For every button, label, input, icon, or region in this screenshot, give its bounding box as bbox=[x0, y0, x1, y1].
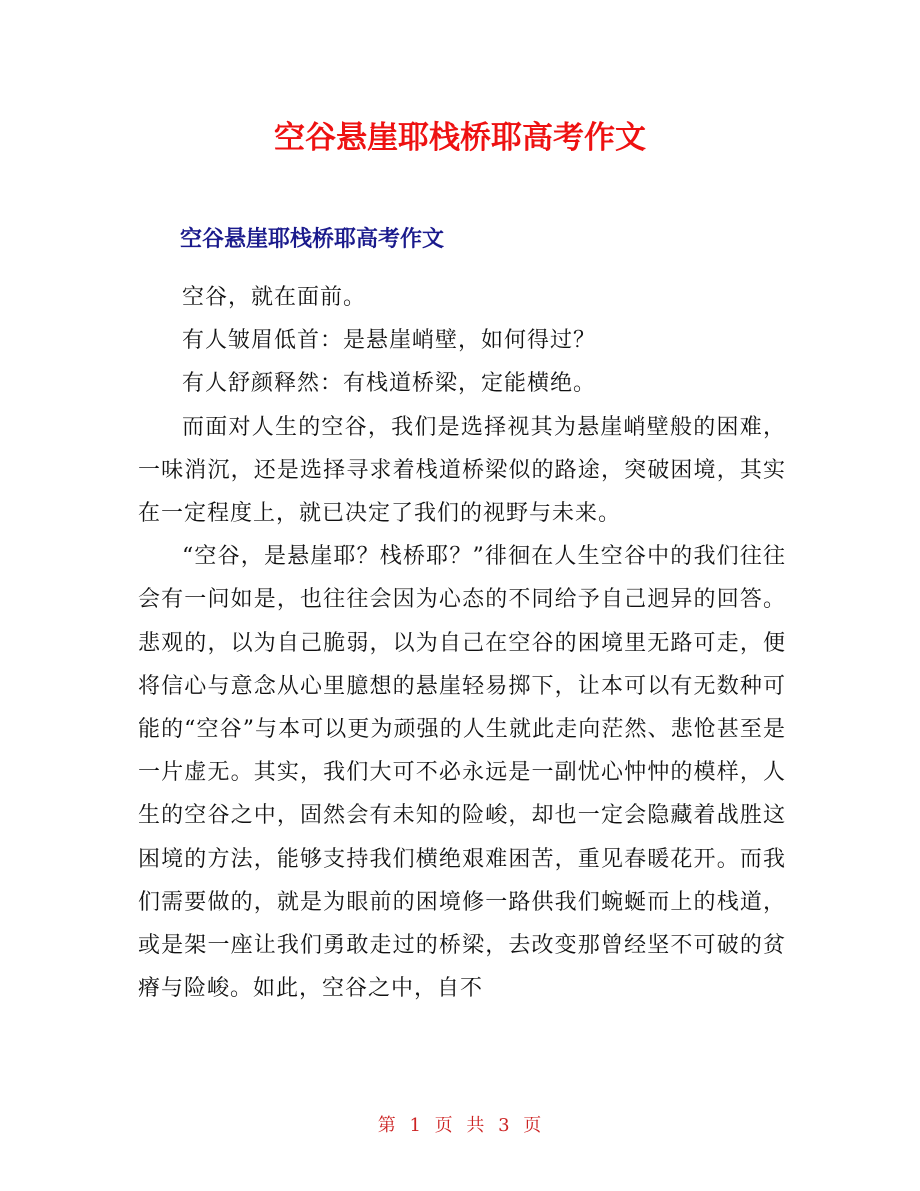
article-body bbox=[138, 276, 786, 1010]
paragraph: 而面对人生的空谷，我们是选择视其为悬崖峭壁般的困难，一味消沉，还是选择寻求着栈道桥梁似的路途，突破困境，其实在一定程度上，就已决定了我们的视野与未来。 bbox=[138, 414, 786, 527]
paragraph: 空谷，就在面前。 bbox=[182, 285, 367, 310]
footer-total-prefix: 共 bbox=[466, 1115, 486, 1136]
footer-total-pages: 3 bbox=[498, 1115, 511, 1136]
page-title: 空谷悬崖耶栈桥耶高考作文 bbox=[274, 120, 646, 156]
footer-page-label: 页 bbox=[434, 1115, 454, 1136]
footer-current-page: 1 bbox=[409, 1115, 422, 1136]
paragraph: 有人舒颜释然：有栈道桥梁，定能横绝。 bbox=[182, 371, 597, 397]
article-heading: 空谷悬崖耶栈桥耶高考作文 bbox=[180, 227, 445, 252]
paragraph: “空谷，是悬崖耶？栈桥耶？”徘徊在人生空谷中的我们往往会有一问如是，也往往会因为心态的不同给予自己迥异的回答。悲观的，以为自己脆弱，以为自己在空谷的困境里无路可走，便将信心与意念从心里臆想的悬崖轻易掷下，让本可以有无数种可能的“空谷”与本可以更为顽强的人生就此走向茫然、悲怆甚至是一片虚无。其实，我们大可不必永远是一副忧心忡忡的模样，人生的空谷之中，固然会有未知的险峻，却也一定会隐藏着战胜这困境的方法，能够支持我们横绝艰难困苦，重见春暖花开。而我们需要做的，就是为眼前的困境修一路供我们蜿蜒而上的栈道，或是架一座让我们勇敢走过的桥梁，去改变那曾经坚不可破的贫瘠与险峻。如此，空谷之中，自不 bbox=[138, 544, 786, 1002]
paragraph: 有人皱眉低首：是悬崖峭壁，如何得过？ bbox=[182, 328, 597, 354]
page-footer bbox=[0, 1112, 920, 1140]
footer-prefix: 第 bbox=[377, 1115, 397, 1136]
footer-total-label: 页 bbox=[523, 1115, 543, 1136]
